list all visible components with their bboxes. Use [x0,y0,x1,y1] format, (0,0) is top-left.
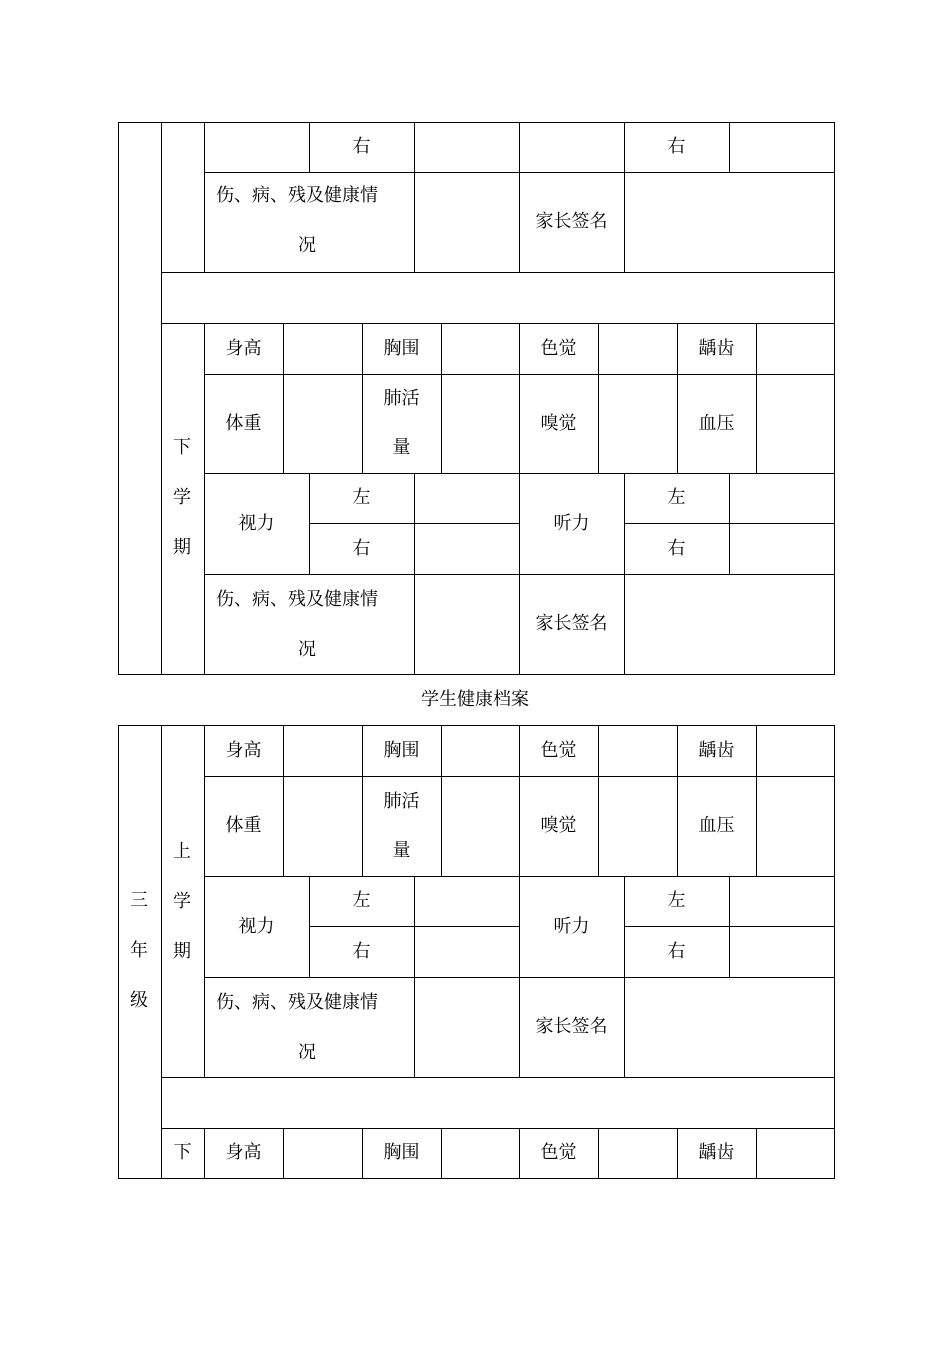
height-label: 身高 [225,739,262,761]
table-rule [729,473,730,574]
health-label-line2: 况 [298,1042,316,1063]
left-label: 左 [352,487,371,508]
table-rule [441,725,442,877]
blood-pressure-label: 血压 [698,412,735,434]
semester-label-lower: 下 学 期 [173,437,191,558]
color-vision-label: 色觉 [540,739,577,761]
grade-label: 三 年 级 [130,890,148,1011]
right-label: 右 [667,136,686,157]
color-vision-label: 色觉 [540,1142,577,1163]
vision-label: 视力 [238,512,275,534]
vision-label: 视力 [238,915,275,937]
smell-label: 嗅觉 [540,815,577,836]
right-label: 右 [352,537,371,559]
table-rule [161,1077,835,1078]
table-rule [729,876,730,977]
chest-label: 胸围 [383,739,420,761]
table-rule [161,122,162,675]
table-rule [283,725,284,877]
table-rule [441,323,442,474]
table-rule [283,1128,284,1179]
table-border [118,674,835,675]
semester-label-lower: 下 [173,1142,192,1163]
health-label-line2: 况 [298,235,316,256]
chest-label: 胸围 [383,337,420,359]
right-label: 右 [352,940,371,962]
table-border [834,122,835,675]
parent-signature-label: 家长签名 [535,211,608,232]
lung-capacity-label-line2: 量 [392,840,411,861]
left-label: 左 [667,487,686,508]
table-rule [756,323,757,474]
table-rule [598,725,599,877]
table-rule [414,122,415,273]
semester-label-upper: 上 学 期 [173,841,191,962]
caries-label: 龋齿 [698,1142,735,1163]
right-label: 右 [667,940,686,962]
chest-label: 胸围 [383,1142,420,1163]
lung-capacity-label-line1: 肺活 [383,388,420,409]
hearing-label: 听力 [553,915,590,937]
right-label: 右 [352,136,371,157]
table-rule [414,473,415,675]
table-rule [283,323,284,474]
parent-signature-label: 家长签名 [535,613,608,634]
table-border [118,122,119,675]
lung-capacity-label-line2: 量 [392,437,411,458]
table-rule [441,1128,442,1179]
health-label-line1: 伤、病、残及健康情 [216,992,378,1013]
table-rule [161,725,162,1179]
caries-label: 龋齿 [698,739,735,761]
smell-label: 嗅觉 [540,412,577,434]
health-label-line1: 伤、病、残及健康情 [216,589,378,610]
height-label: 身高 [225,1142,262,1163]
blood-pressure-label: 血压 [698,815,735,836]
table-border [118,725,119,1179]
lung-capacity-label-line1: 肺活 [383,791,420,812]
table-rule [756,725,757,877]
weight-label: 体重 [225,412,262,434]
right-label: 右 [667,537,686,559]
weight-label: 体重 [225,815,262,836]
table-border [118,1178,835,1179]
table-rule [756,1128,757,1179]
table-rule [598,1128,599,1179]
parent-signature-label: 家长签名 [535,1016,608,1037]
hearing-label: 听力 [553,512,590,534]
table-rule [161,272,835,273]
table-border [834,725,835,1179]
height-label: 身高 [225,337,262,359]
health-label-line1: 伤、病、残及健康情 [216,185,378,206]
health-label-line2: 况 [298,639,316,660]
color-vision-label: 色觉 [540,337,577,359]
table-rule [729,122,730,173]
table-rule [414,876,415,1078]
table-rule [598,323,599,474]
left-label: 左 [667,890,686,911]
left-label: 左 [352,890,371,911]
document-title: 学生健康档案 [421,689,529,710]
table-rule [204,122,205,273]
caries-label: 龋齿 [698,337,735,359]
